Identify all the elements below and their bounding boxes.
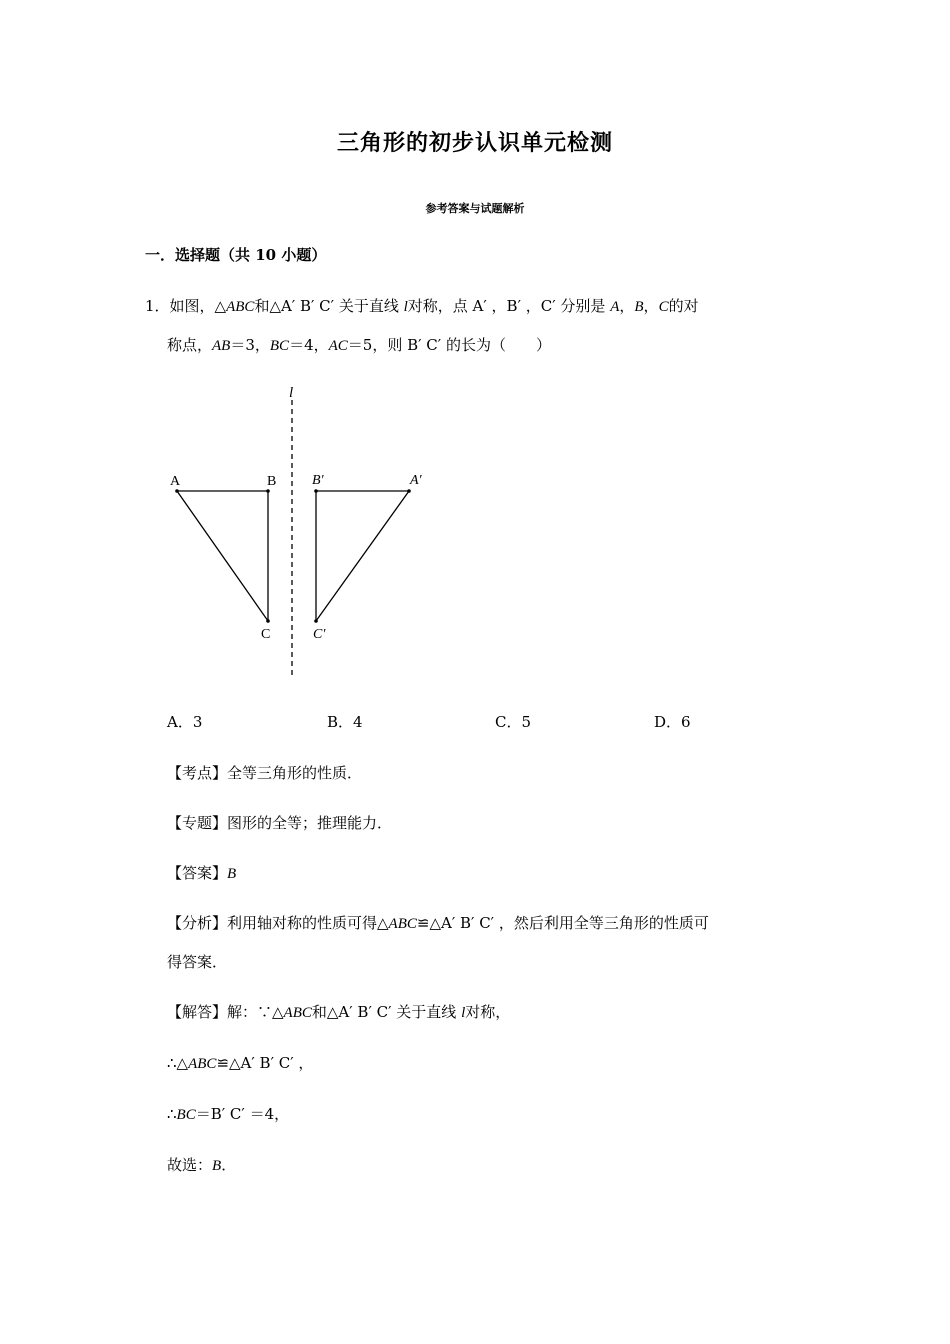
answer-line: 【答案】B: [167, 864, 237, 882]
triangle-abc: [177, 491, 268, 621]
section-heading: 一．选择题（共 10 小题）: [145, 246, 327, 264]
solution-line: 【解答】解：∵△ABC和△A′ B′ C′ 关于直线 l对称，: [167, 1003, 511, 1021]
label-C-prime: C′: [313, 627, 326, 642]
label-C: C: [261, 627, 271, 642]
point-B: [266, 489, 270, 493]
final-choice: 故选：B．: [167, 1156, 237, 1174]
page-title: 三角形的初步认识单元检测: [336, 130, 613, 156]
page-subtitle: 参考答案与试题解析: [425, 202, 525, 215]
triangle-figure: [160, 380, 460, 694]
symmetry-diagram: [160, 380, 460, 690]
point-A: [175, 489, 179, 493]
triangle-abc-prime: [316, 491, 409, 621]
question-line-1: 1．如图，△ABC和△A′ B′ C′ 关于直线 l对称，点 A′ ，B′ ，C′ 分别是 A，B，C的对: [145, 297, 699, 315]
option-d[interactable]: D．6: [654, 713, 691, 731]
point-C: [266, 619, 270, 623]
question-number: 1．: [145, 297, 170, 315]
point-A-prime: [407, 489, 411, 493]
point-C-prime: [314, 619, 318, 623]
zhuanti-line: 【专题】图形的全等；推理能力．: [167, 814, 393, 832]
analysis-line-2: 得答案．: [167, 953, 228, 971]
kaodian-line: 【考点】全等三角形的性质．: [167, 764, 363, 782]
option-c[interactable]: C．5: [495, 713, 532, 731]
option-a[interactable]: A．3: [167, 713, 203, 731]
answer-value: B: [227, 866, 237, 882]
label-A-prime: A′: [410, 473, 422, 488]
point-B-prime: [314, 489, 318, 493]
solution-step-2: ∴BC＝B′ C′ ＝4，: [167, 1105, 290, 1123]
option-b[interactable]: B．4: [327, 713, 363, 731]
axis-label: l: [289, 385, 294, 401]
question-line-2: 称点，AB＝3，BC＝4，AC＝5，则 B′ C′ 的长为（ ）: [167, 336, 551, 354]
solution-step-1: ∴△ABC≌△A′ B′ C′ ，: [167, 1054, 314, 1072]
label-B-prime: B′: [312, 473, 324, 488]
label-B: B: [267, 474, 277, 489]
label-A: A: [170, 474, 181, 489]
analysis-line-1: 【分析】利用轴对称的性质可得△ABC≌△A′ B′ C′ ，然后利用全等三角形的性质可: [167, 914, 709, 932]
